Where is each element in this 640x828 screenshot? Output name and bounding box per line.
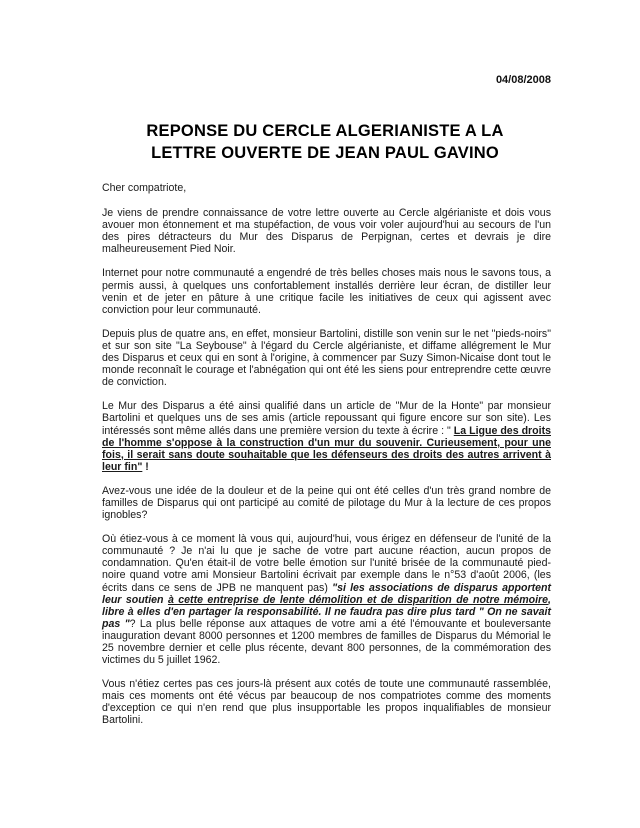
paragraph-2: Internet pour notre communauté a engendré de très belles choses mais nous le savons tous, a permis aussi, à quelques uns confortablement installés derrière leur écran, de distiller leur venin et de jeter en pâture à une critique facile les initiatives de ceux qui agissent avec conviction pour leur communauté. <box>102 267 551 316</box>
paragraph-5: Avez-vous une idée de la douleur et de la peine qui ont été celles d'un très grand nombre de familles de Disparus qui ont participé au comité de pilotage du Mur à la lecture de ces propos ignobles? <box>102 484 551 522</box>
paragraph-4-end: ! <box>142 460 149 473</box>
paragraph-4-text: Le Mur des Disparus a été ainsi qualifié dans un article de "Mur de la Honte" par monsieur Bartolini et quelques uns de ses amis (article repoussant qui figure encore sur son site). Les intéressés sont même allés dans une première version du texte à écrire : " <box>102 400 551 437</box>
document-title <box>100 120 550 164</box>
paragraph-4 <box>102 400 551 473</box>
quoted-text-c: , libre à elles d'en partager la responsabilité. Il ne faudra pas dire plus tard " On ne savait pas " <box>102 593 551 630</box>
paragraph-3: Depuis plus de quatre ans, en effet, monsieur Bartolini, distille son venin sur le net "pieds-noirs" et sur son site "La Seybouse" à l'égard du Cercle algérianiste, et diffame allégrement le Mur des Disparus et ceux qui en sont à l'origine, à commencer par Suzy Simon-Nicaise dont tout le monde reconnaît le courage et l'abnégation qui ont été les siens pour entreprendre cette œuvre de conviction. <box>102 327 551 389</box>
title-line-1: REPONSE DU CERCLE ALGERIANISTE A LA <box>146 122 504 140</box>
paragraph-7: Vous n'étiez certes pas ces jours-là présent aux cotés de toute une communauté rassemblée, mais ces moments ont été vécus par beaucoup de nos compatriotes comme des moments d'exception ce qui n'en rend que plus insupportable les propos inqualifiables de monsieur Bartolini. <box>102 678 551 727</box>
paragraph-6 <box>102 533 551 666</box>
salutation: Cher compatriote, <box>102 182 187 194</box>
document-date: 04/08/2008 <box>495 74 551 86</box>
title-line-2: LETTRE OUVERTE DE JEAN PAUL GAVINO <box>151 144 499 162</box>
quoted-text-b: à cette entreprise de lente démolition et de disparition de notre mémoire <box>167 593 549 606</box>
quoted-text-a: "si les associations de disparus apportent leur soutien <box>102 581 552 606</box>
paragraph-6-end: ? La plus belle réponse aux attaques de votre ami a été l'émouvante et bouleversante inauguration devant 8000 personnes et 1200 membres de familles de Disparus du Mémorial le 25 novembre dernier et celle plus récente, devant 800 personnes, de la commémoration des victimes du 5 juillet 1962. <box>102 617 551 667</box>
paragraph-1: Je viens de prendre connaissance de votre lettre ouverte au Cercle algérianiste et dois vous avouer mon étonnement et ma stupéfaction, de vous voir voler aujourd'hui au secours de l'un des pires détracteurs du Mur des Disparus de Perpignan, certes et devrais je dire malheureusement Pied Noir. <box>102 207 551 256</box>
quoted-text-ligue: La Ligue des droits de l'homme s'oppose à la construction d'un mur du souvenir. Curieusement, pour une fois, il serait sans doute souhaitable que les défenseurs des droits des autres arrivent à leur fin" <box>102 424 551 473</box>
paragraph-6-text: Où étiez-vous à ce moment là vous qui, aujourd'hui, vous érigez en défenseur de l'unité de la communauté ? Je n'ai lu que je sache de votre part aucune réaction, aucun propos de condamnation. Qu'en était-il de votre belle émotion sur l'unité brisée de la communauté pied-noire quand votre ami Monsieur Bartolini écrivait par exemple dans le n°53 d'août 2006, (les écrits dans ce sens de JPB ne manquent pas) <box>102 533 551 594</box>
letter-body <box>102 182 551 739</box>
